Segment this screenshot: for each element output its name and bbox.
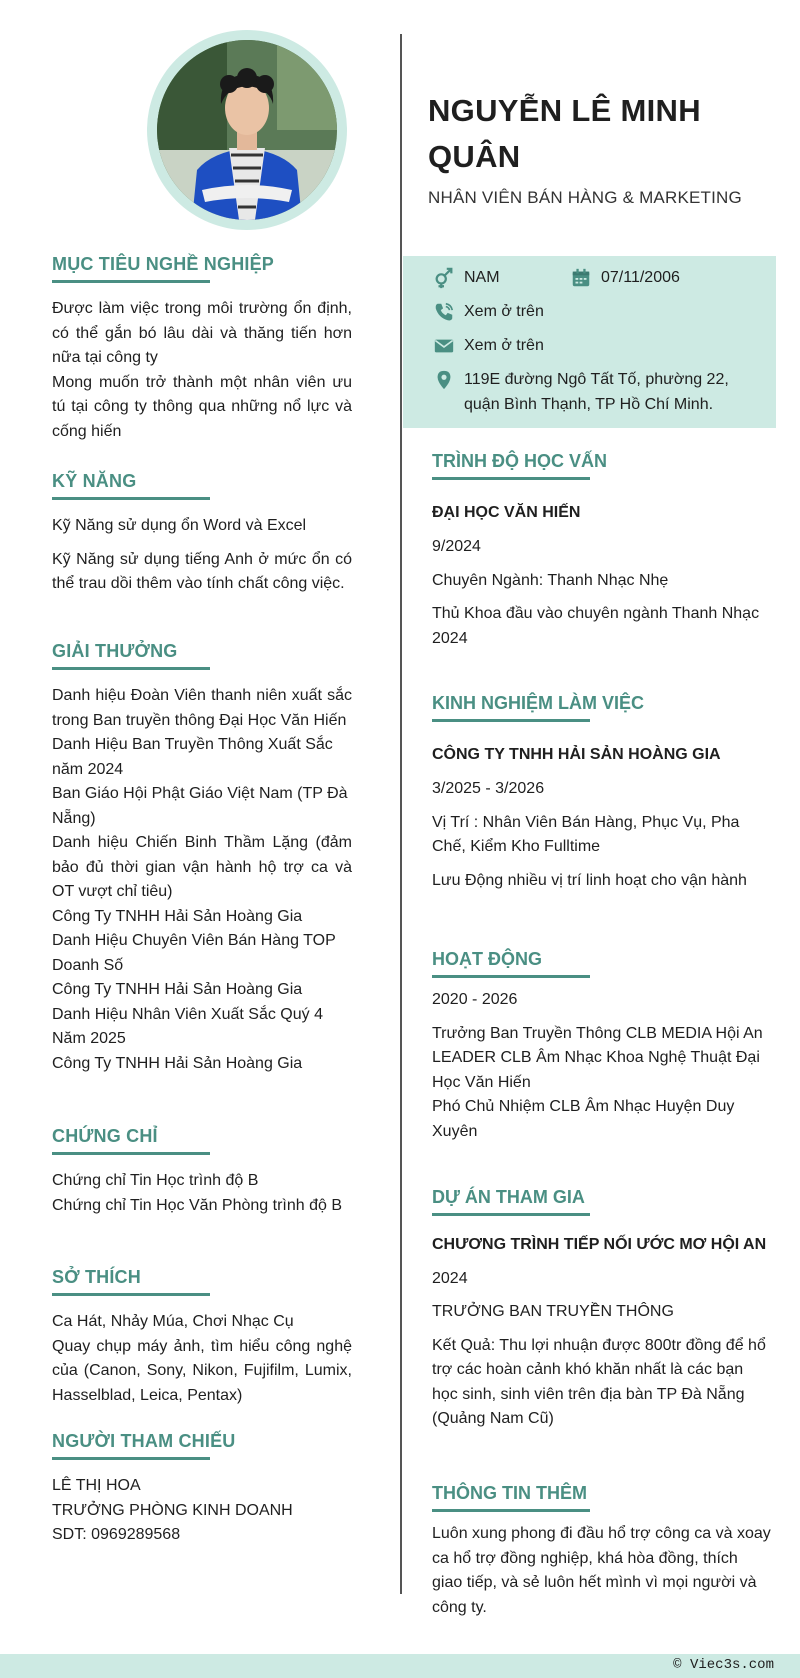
projects-section xyxy=(432,1187,772,1432)
section-underline xyxy=(432,477,590,480)
profile-photo-icon xyxy=(157,40,337,220)
gender-icon xyxy=(433,267,455,289)
education-major: Chuyên Ngành: Thanh Nhạc Nhẹ xyxy=(432,571,669,589)
education-section xyxy=(432,451,772,651)
award-item: Danh hiệu Chiến Binh Thầm Lặng (đảm bảo đủ thời gian vận hành hộ trợ ca và OT vượt chỉ tiêu) xyxy=(52,834,352,900)
avatar xyxy=(157,40,337,220)
hobby-item: Ca Hát, Nhảy Múa, Chơi Nhạc Cụ xyxy=(52,1313,294,1330)
objective-title: MỤC TIÊU NGHỀ NGHIỆP xyxy=(52,254,275,274)
email-value: Xem ở trên xyxy=(464,337,544,354)
extra-info-section xyxy=(432,1483,772,1620)
objective-section xyxy=(52,254,352,444)
project-name: CHƯƠNG TRÌNH TIẾP NỐI ƯỚC MƠ HỘI AN xyxy=(432,1236,767,1253)
phone-value: Xem ở trên xyxy=(464,303,544,320)
certificate-item: Chứng chỉ Tin Học Văn Phòng trình độ B xyxy=(52,1196,342,1214)
section-underline xyxy=(52,667,210,670)
project-role: TRƯỞNG BAN TRUYỀN THÔNG xyxy=(432,1303,674,1320)
phone-icon xyxy=(433,301,455,323)
section-underline xyxy=(52,1293,210,1296)
extra-info-title: THÔNG TIN THÊM xyxy=(432,1483,587,1503)
activity-item: LEADER CLB Âm Nhạc Khoa Nghệ Thuật Đại Học Văn Hiến xyxy=(432,1049,760,1091)
project-date: 2024 xyxy=(432,1269,468,1287)
contact-panel xyxy=(403,256,776,428)
award-item: Công Ty TNHH Hải Sản Hoàng Gia xyxy=(52,1054,303,1072)
footer-bar xyxy=(0,1654,800,1678)
extra-info-text: Luôn xung phong đi đầu hổ trợ công ca và xoay ca hổ trợ đồng nghiệp, khá hòa đồng, thích giao tiếp, và sẻ luôn hết mình vì mọi người và công ty. xyxy=(432,1525,771,1616)
experience-note: Lưu Động nhiều vị trí linh hoạt cho vận hành xyxy=(432,871,747,889)
section-underline xyxy=(432,1509,590,1512)
certificates-section xyxy=(52,1126,352,1218)
activities-title: HOẠT ĐỘNG xyxy=(432,949,542,969)
award-item: Công Ty TNHH Hải Sản Hoàng Gia xyxy=(52,981,303,998)
awards-title: GIẢI THƯỞNG xyxy=(52,641,178,661)
section-underline xyxy=(432,719,590,722)
experience-date: 3/2025 - 3/2026 xyxy=(432,780,545,797)
objective-text-2: Mong muốn trở thành một nhân viên ưu tú tại công ty thông qua những nổ lực và cống hiến xyxy=(52,373,352,440)
certificates-title: CHỨNG CHỈ xyxy=(52,1126,158,1146)
hobbies-title: SỞ THÍCH xyxy=(52,1267,141,1287)
hobby-item: Quay chụp máy ảnh, tìm hiểu công nghệ của (Canon, Sony, Nikon, Fujifilm, Lumix, Hasselblad, Leica, Pentax) xyxy=(52,1337,352,1404)
dob-row xyxy=(570,266,680,291)
education-note: Thủ Khoa đầu vào chuyên ngành Thanh Nhạc 2024 xyxy=(432,605,760,647)
email-row xyxy=(433,334,544,359)
section-underline xyxy=(432,975,590,978)
experience-position: Vị Trí : Nhân Viên Bán Hàng, Phục Vụ, Pha Chế, Kiểm Kho Fulltime xyxy=(432,813,740,855)
experience-section xyxy=(432,693,772,893)
location-pin-icon xyxy=(433,369,455,391)
skills-section xyxy=(52,471,352,597)
education-date: 9/2024 xyxy=(432,538,481,555)
award-item: Danh Hiệu Chuyên Viên Bán Hàng TOP Doanh Số xyxy=(52,932,336,974)
skill-item: Kỹ Năng sử dụng tiếng Anh ở mức ổn có thể trau dồi thêm vào tính chất công việc. xyxy=(52,550,352,592)
projects-title: DỰ ÁN THAM GIA xyxy=(432,1187,585,1207)
education-title: TRÌNH ĐỘ HỌC VẤN xyxy=(432,451,607,471)
reference-section xyxy=(52,1431,352,1548)
gender-value: NAM xyxy=(464,269,500,286)
section-underline xyxy=(52,1152,210,1155)
reference-name: LÊ THỊ HOA xyxy=(52,1477,141,1494)
project-result: Kết Quả: Thu lợi nhuận được 800tr đồng để hổ trợ các hoàn cảnh khó khăn nhất là các bạn học sinh, sinh viên trên địa bàn TP Đà Nẵng (Quảng Nam Cũ) xyxy=(432,1336,766,1427)
skill-item: Kỹ Năng sử dụng ổn Word và Excel xyxy=(52,517,307,534)
reference-position: TRƯỞNG PHÒNG KINH DOANH xyxy=(52,1501,293,1519)
award-item: Ban Giáo Hội Phật Giáo Việt Nam (TP Đà Nẵng) xyxy=(52,785,348,827)
section-underline xyxy=(52,280,210,283)
address-row xyxy=(433,368,753,417)
activity-item: Trưởng Ban Truyền Thông CLB MEDIA Hội An xyxy=(432,1024,763,1042)
mail-icon xyxy=(433,335,455,357)
certificate-item: Chứng chỉ Tin Học trình độ B xyxy=(52,1172,259,1189)
dob-value: 07/11/2006 xyxy=(601,269,680,286)
activities-date: 2020 - 2026 xyxy=(432,991,518,1008)
objective-text-1: Được làm việc trong môi trường ổn định, có thể gắn bó lâu dài và thăng tiến hơn nữa tại công ty xyxy=(52,300,352,366)
section-underline xyxy=(432,1213,590,1216)
footer-credit: © Viec3s.com xyxy=(673,1657,774,1673)
section-underline xyxy=(52,1457,210,1460)
experience-title: KINH NGHIỆM LÀM VIỆC xyxy=(432,693,645,713)
award-item: Danh Hiệu Nhân Viên Xuất Sắc Quý 4 Năm 2025 xyxy=(52,1005,323,1047)
award-item: Danh hiệu Đoàn Viên thanh niên xuất sắc trong Ban truyền thông Đại Học Văn Hiến xyxy=(52,687,352,729)
awards-section xyxy=(52,641,352,1076)
gender-row xyxy=(433,266,500,291)
address-value: 119E đường Ngô Tất Tố, phường 22, quận Bình Thạnh, TP Hồ Chí Minh. xyxy=(464,371,729,413)
reference-phone: SDT: 0969289568 xyxy=(52,1526,181,1543)
award-item: Danh Hiệu Ban Truyền Thông Xuất Sắc năm 2024 xyxy=(52,736,333,778)
section-underline xyxy=(52,497,210,500)
phone-row xyxy=(433,300,544,325)
candidate-name: NGUYỄN LÊ MINH QUÂN xyxy=(428,93,701,174)
school-name: ĐẠI HỌC VĂN HIẾN xyxy=(432,504,581,521)
company-name: CÔNG TY TNHH HẢI SẢN HOÀNG GIA xyxy=(432,746,721,763)
skills-title: KỸ NĂNG xyxy=(52,471,137,491)
hobbies-section xyxy=(52,1267,352,1408)
reference-title: NGƯỜI THAM CHIẾU xyxy=(52,1431,236,1451)
calendar-icon xyxy=(570,267,592,289)
activity-item: Phó Chủ Nhiệm CLB Âm Nhạc Huyện Duy Xuyên xyxy=(432,1098,735,1140)
activities-section xyxy=(432,949,772,1144)
column-divider xyxy=(400,34,402,1594)
candidate-role: NHÂN VIÊN BÁN HÀNG & MARKETING xyxy=(428,188,742,207)
award-item: Công Ty TNHH Hải Sản Hoàng Gia xyxy=(52,907,303,925)
